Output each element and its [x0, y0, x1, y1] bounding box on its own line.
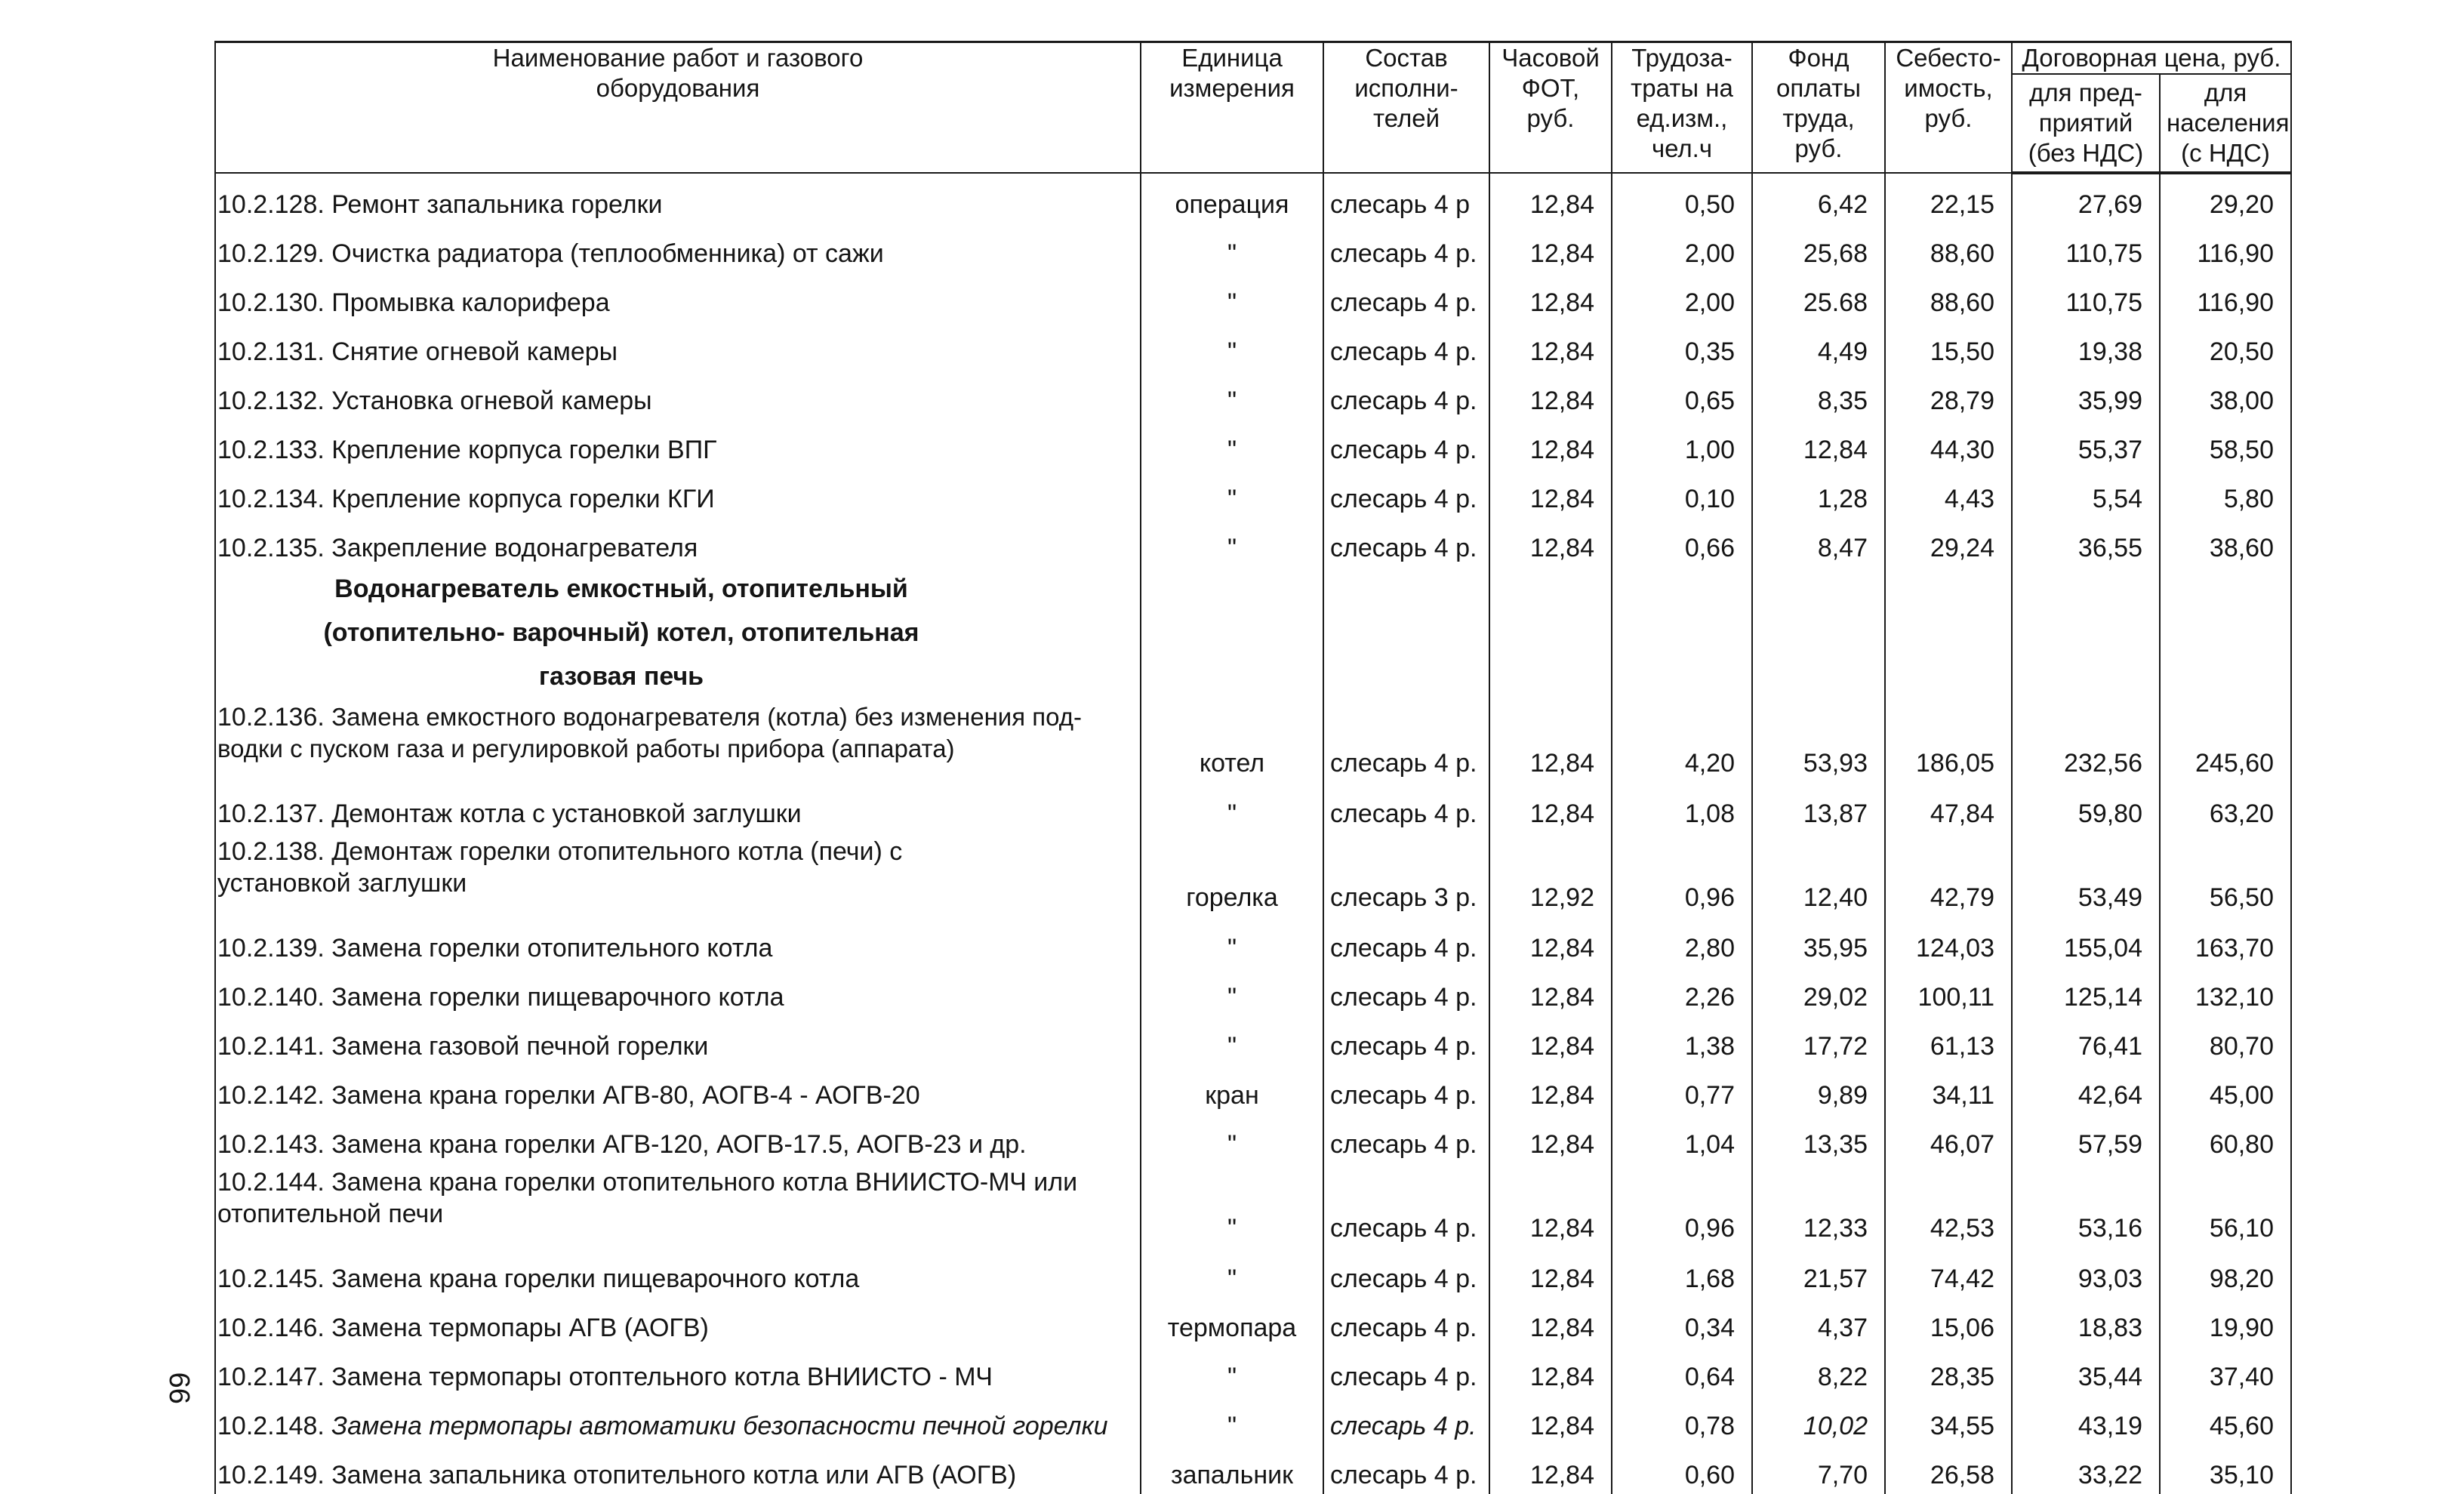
row-enterprise: 55,37 — [2012, 420, 2160, 469]
table-row — [215, 1114, 2291, 1163]
row-name: Замена термопары автоматики безопасности печной горелки — [331, 1412, 1108, 1440]
row-labor: 0,64 — [1612, 1347, 1752, 1396]
row-cost: 47,84 — [1885, 784, 2012, 833]
row-unit: " — [1141, 1114, 1323, 1163]
row-population: 38,00 — [2160, 371, 2291, 420]
row-enterprise: 18,83 — [2012, 1298, 2160, 1347]
row-name: Промывка калорифера — [331, 288, 610, 317]
row-labor: 2,26 — [1612, 967, 1752, 1016]
row-enterprise: 33,22 — [2012, 1445, 2160, 1494]
row-fund: 6,42 — [1752, 173, 1885, 223]
row-enterprise: 42,64 — [2012, 1065, 2160, 1114]
row-enterprise: 57,59 — [2012, 1114, 2160, 1163]
row-labor: 2,00 — [1612, 273, 1752, 322]
row-name: Демонтаж горелки отопительного котла (печи) с установкой заглушки — [217, 837, 903, 898]
row-cost: 42,79 — [1885, 833, 2012, 918]
table-row — [215, 833, 2291, 918]
row-enterprise: 110,75 — [2012, 223, 2160, 273]
row-enterprise: 5,54 — [2012, 469, 2160, 518]
row-code: 10.2.131. — [217, 337, 325, 366]
row-population: 19,90 — [2160, 1298, 2291, 1347]
row-hourly: 12,84 — [1489, 918, 1612, 967]
row-cost: 74,42 — [1885, 1249, 2012, 1298]
row-cost: 44,30 — [1885, 420, 2012, 469]
row-hourly: 12,84 — [1489, 469, 1612, 518]
row-cost: 46,07 — [1885, 1114, 2012, 1163]
row-code: 10.2.141. — [217, 1032, 325, 1061]
row-staff: слесарь 3 р. — [1323, 833, 1489, 918]
row-fund: 4,37 — [1752, 1298, 1885, 1347]
row-name: Очистка радиатора (теплообменника) от сажи — [331, 239, 884, 268]
table-row — [215, 698, 2291, 784]
row-labor: 0,66 — [1612, 518, 1752, 567]
header-staff: Состав исполни- телей — [1323, 42, 1489, 174]
row-labor: 1,00 — [1612, 420, 1752, 469]
row-enterprise: 59,80 — [2012, 784, 2160, 833]
row-staff: слесарь 4 р. — [1323, 784, 1489, 833]
row-population: 116,90 — [2160, 273, 2291, 322]
row-staff: слесарь 4 р. — [1323, 1016, 1489, 1065]
row-staff: слесарь 4 р. — [1323, 273, 1489, 322]
row-labor: 2,00 — [1612, 223, 1752, 273]
row-fund: 9,89 — [1752, 1065, 1885, 1114]
row-unit: " — [1141, 1016, 1323, 1065]
row-labor: 2,80 — [1612, 918, 1752, 967]
row-cost: 15,50 — [1885, 322, 2012, 371]
row-labor: 1,04 — [1612, 1114, 1752, 1163]
row-fund: 53,93 — [1752, 698, 1885, 784]
row-hourly: 12,84 — [1489, 698, 1612, 784]
row-unit: " — [1141, 420, 1323, 469]
row-code: 10.2.139. — [217, 934, 325, 963]
row-staff: слесарь 4 р. — [1323, 1249, 1489, 1298]
table-row — [215, 173, 2291, 223]
row-code: 10.2.137. — [217, 799, 325, 828]
row-name: Ремонт запальника горелки — [331, 190, 663, 219]
row-fund: 12,40 — [1752, 833, 1885, 918]
table-row — [215, 420, 2291, 469]
table-body — [215, 173, 2291, 1494]
row-code: 10.2.130. — [217, 288, 325, 317]
row-labor: 0,78 — [1612, 1396, 1752, 1445]
row-fund: 8,35 — [1752, 371, 1885, 420]
row-unit: " — [1141, 1396, 1323, 1445]
header-unit: Единица измерения — [1141, 42, 1323, 174]
table-row — [215, 1065, 2291, 1114]
table-row — [215, 322, 2291, 371]
row-name: Замена горелки пищеварочного котла — [331, 983, 784, 1012]
row-fund: 29,02 — [1752, 967, 1885, 1016]
row-staff: слесарь 4 р. — [1323, 918, 1489, 967]
row-fund: 13,87 — [1752, 784, 1885, 833]
row-population: 35,10 — [2160, 1445, 2291, 1494]
row-population: 38,60 — [2160, 518, 2291, 567]
row-name: Замена запальника отопительного котла или АГВ (АОГВ) — [331, 1461, 1017, 1489]
row-fund: 21,57 — [1752, 1249, 1885, 1298]
row-cost: 34,55 — [1885, 1396, 2012, 1445]
table-row — [215, 967, 2291, 1016]
row-population: 60,80 — [2160, 1114, 2291, 1163]
row-unit: " — [1141, 1347, 1323, 1396]
row-labor: 0,34 — [1612, 1298, 1752, 1347]
row-name: Замена горелки отопительного котла — [331, 934, 773, 963]
row-enterprise: 53,49 — [2012, 833, 2160, 918]
header-fund: Фонд оплаты труда, руб. — [1752, 42, 1885, 174]
row-unit: " — [1141, 918, 1323, 967]
row-enterprise: 43,19 — [2012, 1396, 2160, 1445]
row-staff: слесарь 4 р. — [1323, 1114, 1489, 1163]
row-code: 10.2.135. — [217, 534, 325, 562]
row-labor: 1,08 — [1612, 784, 1752, 833]
row-code: 10.2.142. — [217, 1081, 325, 1110]
row-labor: 0,96 — [1612, 833, 1752, 918]
table-row — [215, 1163, 2291, 1249]
row-fund: 35,95 — [1752, 918, 1885, 967]
row-hourly: 12,92 — [1489, 833, 1612, 918]
row-name: Замена крана горелки АГВ-80, АОГВ-4 - АОГВ-20 — [331, 1081, 920, 1110]
row-unit: операция — [1141, 173, 1323, 223]
row-name: Установка огневой камеры — [331, 387, 652, 415]
row-unit: " — [1141, 322, 1323, 371]
row-population: 98,20 — [2160, 1249, 2291, 1298]
page-number: 99 — [165, 1372, 196, 1404]
row-hourly: 12,84 — [1489, 518, 1612, 567]
row-hourly: 12,84 — [1489, 967, 1612, 1016]
header-name: Наименование работ и газового оборудования — [215, 42, 1141, 174]
table-row — [215, 918, 2291, 967]
table-row — [215, 371, 2291, 420]
row-hourly: 12,84 — [1489, 223, 1612, 273]
row-population: 45,60 — [2160, 1396, 2291, 1445]
row-labor: 4,20 — [1612, 698, 1752, 784]
row-hourly: 12,84 — [1489, 1396, 1612, 1445]
row-fund: 17,72 — [1752, 1016, 1885, 1065]
row-population: 163,70 — [2160, 918, 2291, 967]
header-labor: Трудоза- траты на ед.изм., чел.ч — [1612, 42, 1752, 174]
row-fund: 4,49 — [1752, 322, 1885, 371]
price-table — [214, 41, 2292, 1494]
row-fund: 7,70 — [1752, 1445, 1885, 1494]
row-code: 10.2.145. — [217, 1265, 325, 1293]
row-cost: 29,24 — [1885, 518, 2012, 567]
row-hourly: 12,84 — [1489, 1163, 1612, 1249]
row-labor: 1,38 — [1612, 1016, 1752, 1065]
table-row — [215, 223, 2291, 273]
row-unit: " — [1141, 371, 1323, 420]
row-cost: 15,06 — [1885, 1298, 2012, 1347]
row-code: 10.2.147. — [217, 1363, 325, 1391]
row-fund: 12,33 — [1752, 1163, 1885, 1249]
row-cost: 34,11 — [1885, 1065, 2012, 1114]
row-population: 20,50 — [2160, 322, 2291, 371]
row-staff: слесарь 4 р. — [1323, 1445, 1489, 1494]
row-enterprise: 232,56 — [2012, 698, 2160, 784]
row-name: Снятие огневой камеры — [331, 337, 618, 366]
row-code: 10.2.140. — [217, 983, 325, 1012]
row-name: Замена крана горелки отопительного котла ВНИИСТО-МЧ или отопительной печи — [217, 1168, 1078, 1228]
row-staff: слесарь 4 р. — [1323, 1065, 1489, 1114]
row-unit: кран — [1141, 1065, 1323, 1114]
row-unit: " — [1141, 1249, 1323, 1298]
row-unit: термопара — [1141, 1298, 1323, 1347]
row-fund: 13,35 — [1752, 1114, 1885, 1163]
row-name: Замена крана горелки пищеварочного котла — [331, 1265, 860, 1293]
row-unit: " — [1141, 784, 1323, 833]
row-hourly: 12,84 — [1489, 1249, 1612, 1298]
row-unit: " — [1141, 273, 1323, 322]
row-cost: 88,60 — [1885, 223, 2012, 273]
table-row — [215, 273, 2291, 322]
row-enterprise: 53,16 — [2012, 1163, 2160, 1249]
row-cost: 61,13 — [1885, 1016, 2012, 1065]
row-code: 10.2.136. — [217, 703, 325, 732]
row-unit: горелка — [1141, 833, 1323, 918]
row-name: Крепление корпуса горелки ВПГ — [331, 436, 717, 464]
table-row — [215, 1396, 2291, 1445]
row-unit: " — [1141, 967, 1323, 1016]
row-fund: 8,22 — [1752, 1347, 1885, 1396]
header-population: для населения (с НДС) — [2160, 74, 2291, 173]
row-code: 10.2.149. — [217, 1461, 325, 1489]
row-hourly: 12,84 — [1489, 420, 1612, 469]
row-population: 58,50 — [2160, 420, 2291, 469]
row-unit: " — [1141, 518, 1323, 567]
row-population: 56,50 — [2160, 833, 2291, 918]
row-cost: 28,79 — [1885, 371, 2012, 420]
row-cost: 26,58 — [1885, 1445, 2012, 1494]
row-fund: 1,28 — [1752, 469, 1885, 518]
row-unit: запальник — [1141, 1445, 1323, 1494]
table-row — [215, 1016, 2291, 1065]
row-enterprise: 19,38 — [2012, 322, 2160, 371]
row-population: 37,40 — [2160, 1347, 2291, 1396]
table-row — [215, 1347, 2291, 1396]
row-enterprise: 110,75 — [2012, 273, 2160, 322]
row-fund: 25,68 — [1752, 223, 1885, 273]
row-staff: слесарь 4 р. — [1323, 518, 1489, 567]
table-header — [215, 42, 2291, 174]
row-name: Закрепление водонагревателя — [331, 534, 698, 562]
row-unit: " — [1141, 1163, 1323, 1249]
header-enterprise: для пред- приятий (без НДС) — [2012, 74, 2160, 173]
header-cost: Себесто- имость, руб. — [1885, 42, 2012, 174]
table-row — [215, 1298, 2291, 1347]
row-fund: 12,84 — [1752, 420, 1885, 469]
row-cost: 4,43 — [1885, 469, 2012, 518]
row-name: Замена крана горелки АГВ-120, АОГВ-17.5, АОГВ-23 и др. — [331, 1130, 1027, 1159]
row-cost: 42,53 — [1885, 1163, 2012, 1249]
row-enterprise: 36,55 — [2012, 518, 2160, 567]
row-population: 63,20 — [2160, 784, 2291, 833]
row-code: 10.2.133. — [217, 436, 325, 464]
row-enterprise: 35,44 — [2012, 1347, 2160, 1396]
row-labor: 1,68 — [1612, 1249, 1752, 1298]
row-labor: 0,50 — [1612, 173, 1752, 223]
row-code: 10.2.146. — [217, 1314, 325, 1342]
row-hourly: 12,84 — [1489, 1016, 1612, 1065]
row-unit: " — [1141, 223, 1323, 273]
row-name: Замена газовой печной горелки — [331, 1032, 709, 1061]
row-staff: слесарь 4 р — [1323, 173, 1489, 223]
row-labor: 0,65 — [1612, 371, 1752, 420]
row-cost: 186,05 — [1885, 698, 2012, 784]
table-row — [215, 469, 2291, 518]
row-staff: слесарь 4 р. — [1323, 469, 1489, 518]
row-population: 29,20 — [2160, 173, 2291, 223]
row-code: 10.2.144. — [217, 1168, 325, 1197]
row-enterprise: 35,99 — [2012, 371, 2160, 420]
row-staff: слесарь 4 р. — [1323, 1163, 1489, 1249]
row-population: 116,90 — [2160, 223, 2291, 273]
row-name: Крепление корпуса горелки КГИ — [331, 485, 715, 513]
row-staff: слесарь 4 р. — [1323, 1298, 1489, 1347]
section-title: Водонагреватель емкостный, отопительный (отопительно- варочный) котел, отопительная газовая печь — [215, 567, 1141, 698]
row-staff: слесарь 4 р. — [1323, 698, 1489, 784]
row-population: 45,00 — [2160, 1065, 2291, 1114]
table-row — [215, 784, 2291, 833]
row-fund: 8,47 — [1752, 518, 1885, 567]
row-hourly: 12,84 — [1489, 322, 1612, 371]
row-population: 56,10 — [2160, 1163, 2291, 1249]
row-unit: " — [1141, 469, 1323, 518]
row-name: Замена термопары отоптельного котла ВНИИСТО - МЧ — [331, 1363, 993, 1391]
row-enterprise: 76,41 — [2012, 1016, 2160, 1065]
row-code: 10.2.129. — [217, 239, 325, 268]
row-unit: котел — [1141, 698, 1323, 784]
row-labor: 0,77 — [1612, 1065, 1752, 1114]
row-staff: слесарь 4 р. — [1323, 371, 1489, 420]
row-population: 132,10 — [2160, 967, 2291, 1016]
row-population: 245,60 — [2160, 698, 2291, 784]
row-hourly: 12,84 — [1489, 371, 1612, 420]
row-cost: 22,15 — [1885, 173, 2012, 223]
row-code: 10.2.132. — [217, 387, 325, 415]
row-hourly: 12,84 — [1489, 784, 1612, 833]
row-staff: слесарь 4 р. — [1323, 967, 1489, 1016]
row-name: Замена термопары АГВ (АОГВ) — [331, 1314, 709, 1342]
row-staff: слесарь 4 р. — [1323, 1347, 1489, 1396]
table-row — [215, 1249, 2291, 1298]
row-hourly: 12,84 — [1489, 173, 1612, 223]
row-labor: 0,96 — [1612, 1163, 1752, 1249]
row-staff: слесарь 4 р. — [1323, 1396, 1489, 1445]
row-hourly: 12,84 — [1489, 1298, 1612, 1347]
row-enterprise: 27,69 — [2012, 173, 2160, 223]
row-cost: 124,03 — [1885, 918, 2012, 967]
row-fund: 25.68 — [1752, 273, 1885, 322]
row-cost: 28,35 — [1885, 1347, 2012, 1396]
row-enterprise: 125,14 — [2012, 967, 2160, 1016]
row-enterprise: 155,04 — [2012, 918, 2160, 967]
row-code: 10.2.148. — [217, 1412, 325, 1440]
row-fund: 10,02 — [1752, 1396, 1885, 1445]
row-hourly: 12,84 — [1489, 1065, 1612, 1114]
table-row — [215, 518, 2291, 567]
row-labor: 0,60 — [1612, 1445, 1752, 1494]
row-code: 10.2.128. — [217, 190, 325, 219]
row-code: 10.2.134. — [217, 485, 325, 513]
row-hourly: 12,84 — [1489, 1347, 1612, 1396]
row-staff: слесарь 4 р. — [1323, 223, 1489, 273]
row-hourly: 12,84 — [1489, 273, 1612, 322]
header-hourly: Часовой ФОТ, руб. — [1489, 42, 1612, 174]
row-staff: слесарь 4 р. — [1323, 420, 1489, 469]
row-enterprise: 93,03 — [2012, 1249, 2160, 1298]
row-cost: 88,60 — [1885, 273, 2012, 322]
row-name: Замена емкостного водонагревателя (котла) без изменения под- водки с пуском газа и регулировкой работы прибора (аппарата) — [217, 703, 1083, 762]
row-staff: слесарь 4 р. — [1323, 322, 1489, 371]
row-hourly: 12,84 — [1489, 1114, 1612, 1163]
row-name: Демонтаж котла с установкой заглушки — [331, 799, 802, 828]
row-population: 80,70 — [2160, 1016, 2291, 1065]
table-row — [215, 1445, 2291, 1494]
header-contract-price: Договорная цена, руб. — [2012, 42, 2291, 75]
section-heading-row — [215, 567, 2291, 698]
row-labor: 0,10 — [1612, 469, 1752, 518]
row-hourly: 12,84 — [1489, 1445, 1612, 1494]
row-labor: 0,35 — [1612, 322, 1752, 371]
row-population: 5,80 — [2160, 469, 2291, 518]
row-code: 10.2.138. — [217, 837, 325, 866]
price-list-page — [214, 41, 2290, 1494]
row-cost: 100,11 — [1885, 967, 2012, 1016]
row-code: 10.2.143. — [217, 1130, 325, 1159]
